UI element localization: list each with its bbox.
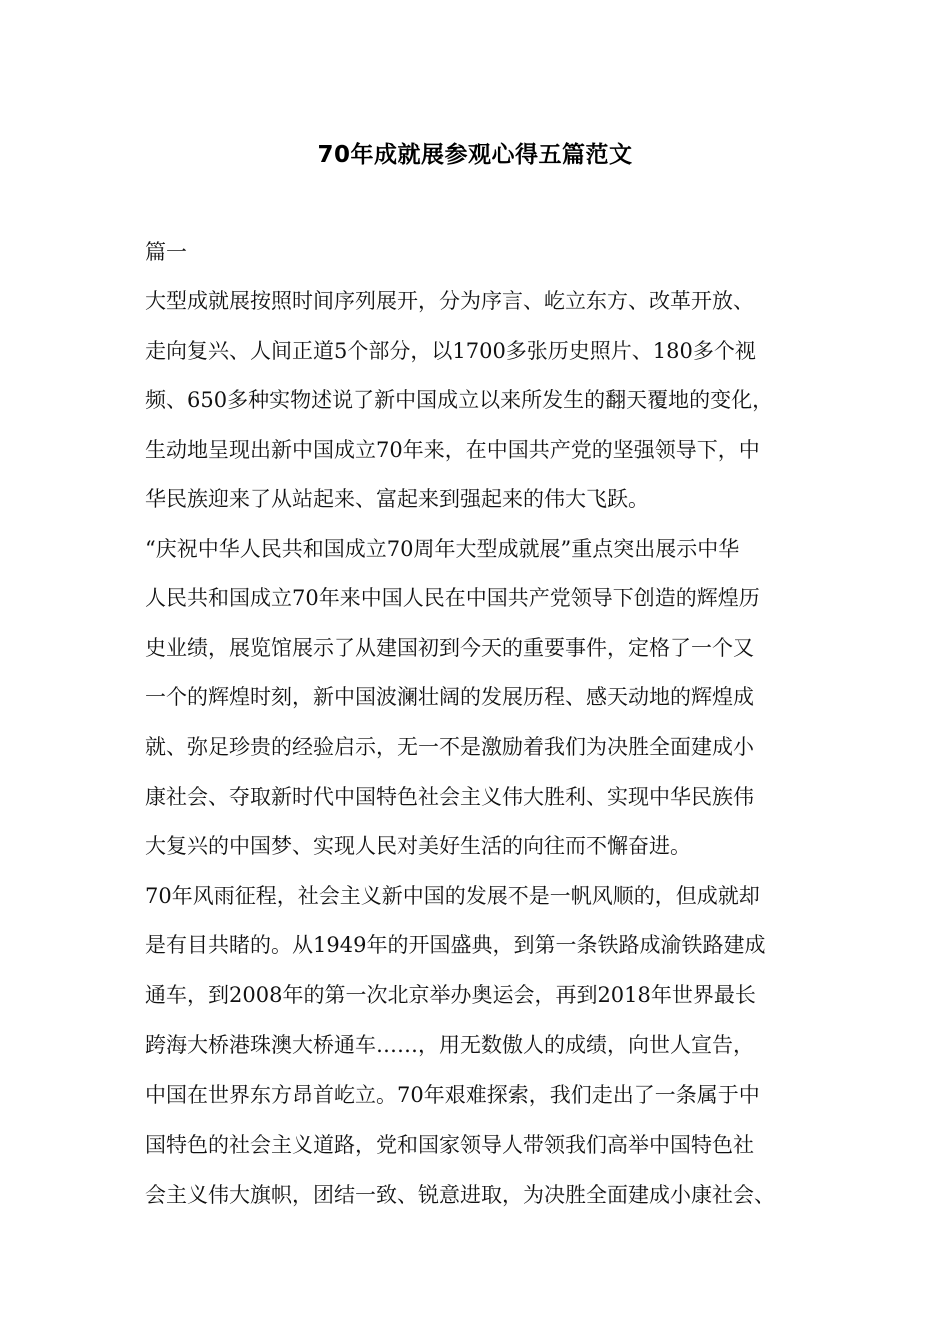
paragraph-line: 会主义伟大旗帜，团结一致、锐意进取，为决胜全面建成小康社会、 xyxy=(145,1183,775,1207)
paragraph-line: 就、弥足珍贵的经验启示，无一不是激励着我们为决胜全面建成小 xyxy=(145,735,754,759)
paragraph-line: 频、650多种实物述说了新中国成立以来所发生的翻天覆地的变化， xyxy=(145,388,774,412)
paragraph-line: 是有目共睹的。从1949年的开国盛典，到第一条铁路成渝铁路建成 xyxy=(145,933,766,957)
paragraph-line: 国特色的社会主义道路，党和国家领导人带领我们高举中国特色社 xyxy=(145,1133,754,1157)
paragraph-line: 通车，到2008年的第一次北京举办奥运会，再到2018年世界最长 xyxy=(145,983,756,1007)
paragraph-line: 70年风雨征程，社会主义新中国的发展不是一帆风顺的，但成就却 xyxy=(145,884,760,908)
section-heading: 篇一 xyxy=(145,240,187,264)
paragraph-line: 一个的辉煌时刻，新中国波澜壮阔的发展历程、感天动地的辉煌成 xyxy=(145,685,754,709)
paragraph-line: 大复兴的中国梦、实现人民对美好生活的向往而不懈奋进。 xyxy=(145,834,691,858)
paragraph-line: “庆祝中华人民共和国成立70周年大型成就展”重点突出展示中华 xyxy=(145,537,740,561)
paragraph-line: 华民族迎来了从站起来、富起来到强起来的伟大飞跃。 xyxy=(145,487,649,511)
paragraph-line: 大型成就展按照时间序列展开，分为序言、屹立东方、改革开放、 xyxy=(145,289,754,313)
paragraph-line: 走向复兴、人间正道5个部分，以1700多张历史照片、180多个视 xyxy=(145,339,756,363)
paragraph-line: 生动地呈现出新中国成立70年来，在中国共产党的坚强领导下，中 xyxy=(145,438,760,462)
paragraph-line: 史业绩，展览馆展示了从建国初到今天的重要事件，定格了一个又 xyxy=(145,636,754,660)
document-title: 70年成就展参观心得五篇范文 xyxy=(317,142,633,168)
paragraph-line: 跨海大桥港珠澳大桥通车……，用无数傲人的成绩，向世人宣告， xyxy=(145,1033,754,1057)
paragraph-line: 中国在世界东方昂首屹立。70年艰难探索，我们走出了一条属于中 xyxy=(145,1083,760,1107)
paragraph-line: 人民共和国成立70年来中国人民在中国共产党领导下创造的辉煌历 xyxy=(145,586,760,610)
paragraph-line: 康社会、夺取新时代中国特色社会主义伟大胜利、实现中华民族伟 xyxy=(145,785,754,809)
